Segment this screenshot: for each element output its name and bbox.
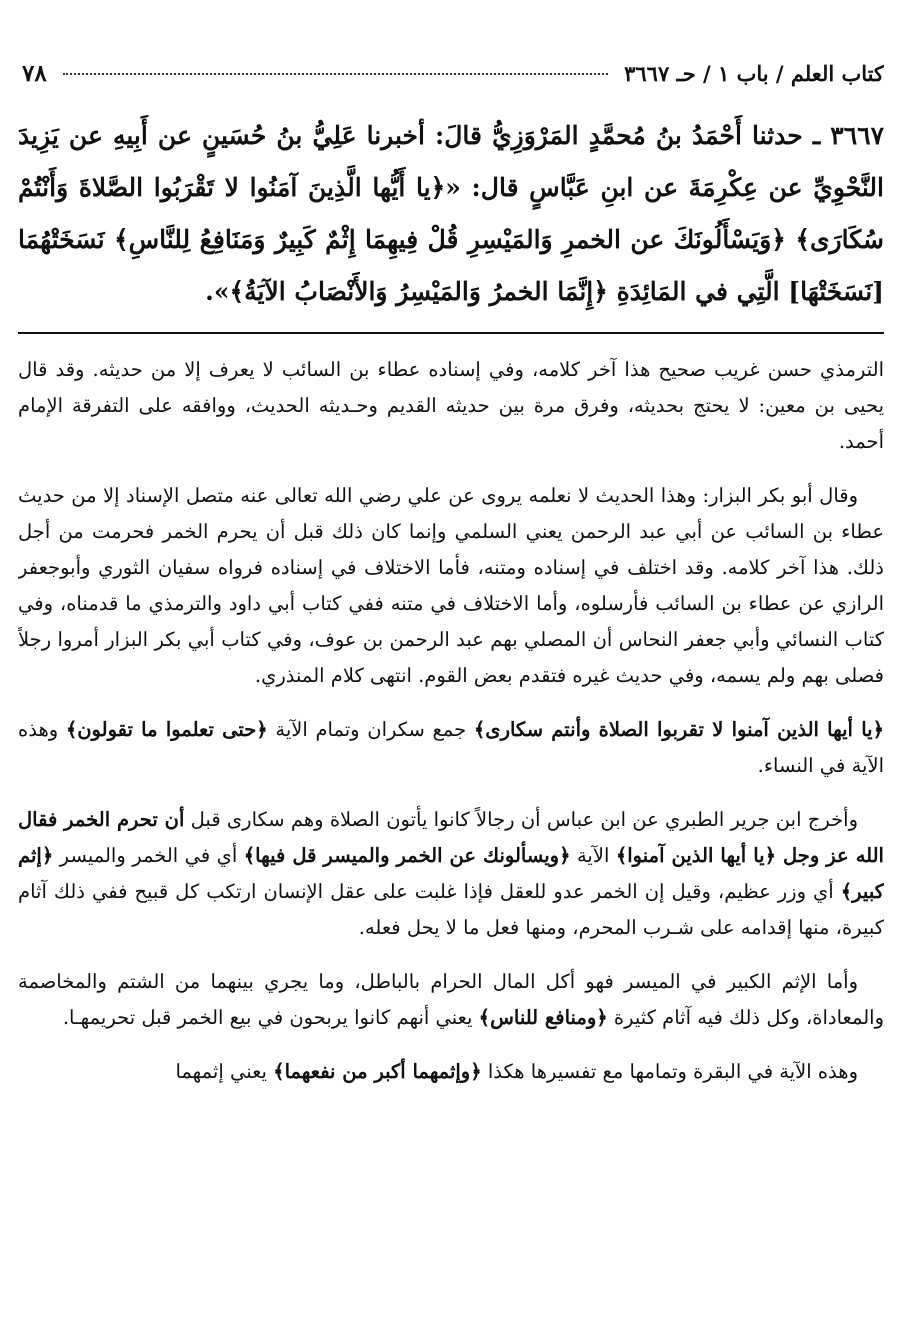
- commentary-text: يعني إثمهما: [175, 1060, 274, 1083]
- quran-quote: ﴿وإثمهما أكبر من نفعهما﴾: [273, 1060, 482, 1083]
- quran-quote: ﴿ويسألونك عن الخمر والميسر قل فيها﴾: [243, 844, 571, 867]
- commentary-text: وهذه الآية في النساء.: [18, 718, 884, 777]
- commentary-paragraph-5: [18, 964, 884, 1036]
- commentary-paragraph-3: [18, 712, 884, 784]
- commentary-text: أي وزر عظيم، وقيل إن الخمر عدو للعقل فإذا غلبت على عقل الإنسان ارتكب كل قبيح ففي ذلك آثام كبيرة، منها إقدامه على شـرب المحرم، ومنها فعل ما لا يحل فعله.: [18, 880, 884, 939]
- quran-quote: ﴿يا أيها الذين آمنوا لا تقربوا الصلاة وأنتم سكارى﴾: [473, 718, 884, 741]
- commentary-text: يعني أنهم كانوا يربحون في بيع الخمر قبل تحريمهـا.: [62, 1006, 479, 1029]
- commentary: [18, 352, 884, 1090]
- separator-rule: [18, 332, 884, 334]
- commentary-paragraph-1: [18, 352, 884, 460]
- quran-quote: ﴿حتى تعلموا ما تقولون﴾: [65, 718, 268, 741]
- commentary-text: الآية: [570, 844, 616, 867]
- commentary-text: وهذه الآية في البقرة وتمامها مع تفسيرها هكذا: [481, 1060, 858, 1083]
- commentary-paragraph-4: [18, 802, 884, 946]
- hadith-text-block: [18, 110, 884, 318]
- commentary-text: وقال أبو بكر البزار: وهذا الحديث لا نعلمه يروى عن علي رضي الله تعالى عنه متصل الإسناد إلا من حديث عطاء بن السائب عن أبي عبد الرحمن يعني السلمي وإنما كان ذلك قبل أن يحرم الخمر فحرمت من أجل ذلك. هذا آخر كلامه. وقد اختلف في إسناده ومتنه، فأما الاختلاف في إسناده فرواه سفيان الثوري وأبوجعفر الرازي عن عطاء بن السائب فأرسلوه، وأما الاختلاف في متنه ففي كتاب أبي داود والترمذي ما قدمناه، وفي كتاب النسائي وأبي جعفر النحاس أن المصلي بهم عبد الرحمن بن عوف، وفي كتاب أبي بكر البزار أمروا رجلاً فصلى بهم ولم يسمه، وفي حديث غيره فتقدم بعض القوم. انتهى كلام المنذري.: [18, 484, 884, 687]
- page-number: ٧٨: [22, 60, 47, 87]
- quran-quote: ﴿ومنافع للناس﴾: [478, 1006, 608, 1029]
- header-dotted-leader: [63, 73, 608, 75]
- commentary-text: أي في الخمر والميسر: [53, 844, 244, 867]
- hadith-text: حدثنا أَحْمَدُ بنُ مُحمَّدٍ المَرْوَزِيُّ قالَ: أخبرنا عَلِيُّ بنُ حُسَينٍ عن أَبِيهِ عن يَزِيدَ النَّحْوِيِّ عن عِكْرِمَةَ عن ابنِ عَبَّاسٍ قال: «﴿يا أَيُّها الَّذِينَ آمَنُوا لا تَقْرَبُوا الصَّلاةَ وَأَنْتُمْ سُكَارَى﴾ ﴿وَيَسْأَلُونَكَ عن الخمرِ وَالمَيْسِرِ قُلْ فِيهِمَا إِثْمٌ كَبِيرٌ وَمَنَافِعُ لِلنَّاسِ﴾ نَسَخَتْهُمَا [نَسَخَتْهَا] الَّتِي في المَائِدَةِ ﴿إِنَّمَا الخمرُ وَالمَيْسِرُ وَالأَنْصَابُ الآيَةُ﴾».: [18, 121, 884, 306]
- commentary-text: الترمذي حسن غريب صحيح هذا آخر كلامه، وفي إسناده عطاء بن السائب لا يعرف إلا من حديثه. وقد قال يحيى بن معين: لا يحتج بحديثه، وفرق مرة بين حديثه القديم وحـديثه الحديث، ووافقه على التفرقة الإمام أحمد.: [18, 358, 884, 453]
- commentary-paragraph-2: [18, 478, 884, 694]
- commentary-text: جمع سكران وتمام الآية: [267, 718, 474, 741]
- running-title: كتاب العلم / باب ١ / حـ ٣٦٦٧: [624, 61, 884, 86]
- quran-quote: أن تحرم الخمر فقال الله عز وجل ﴿يا أيها الذين آمنوا﴾: [18, 808, 884, 867]
- hadith-number: ٣٦٦٧ ـ: [812, 121, 884, 150]
- commentary-text: وأما الإثم الكبير في الميسر فهو أكل المال الحرام بالباطل، وما يجري بينهما من الشتم والمخاصمة والمعاداة، وكل ذلك فيه آثام كثيرة: [18, 970, 884, 1029]
- book-page: [18, 60, 884, 1330]
- commentary-text: وأخرج ابن جرير الطبري عن ابن عباس أن رجالاً كانوا يأتون الصلاة وهم سكارى قبل: [184, 808, 858, 831]
- commentary-paragraph-6: [18, 1054, 884, 1090]
- page-header: [18, 60, 884, 104]
- quran-quote: ﴿إثم كبير﴾: [18, 844, 884, 903]
